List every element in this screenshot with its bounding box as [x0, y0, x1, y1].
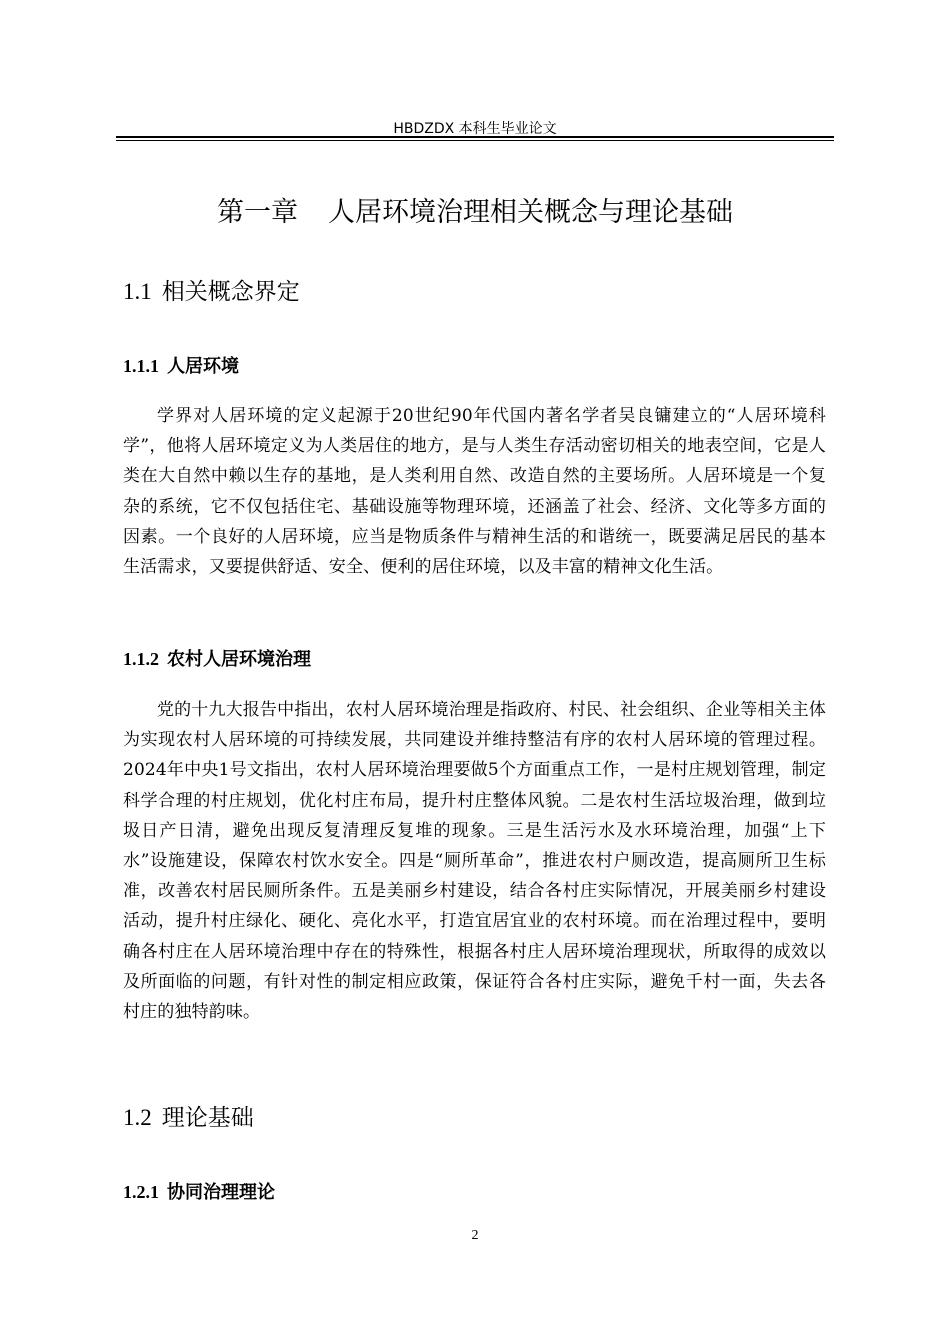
section-heading-1-2 — [123, 1099, 254, 1132]
chapter-title — [116, 190, 834, 229]
section-title: 理论基础 — [161, 1105, 254, 1131]
chapter-number: 第一章 — [217, 197, 298, 228]
subsection-title: 人居环境 — [167, 356, 239, 377]
subsection-number: 1.2.1 — [123, 1182, 159, 1202]
running-header: HBDZDX 本科生毕业论文 — [393, 121, 557, 137]
chapter-name: 人居环境治理相关概念与理论基础 — [328, 197, 733, 228]
subsection-number: 1.1.1 — [123, 356, 159, 376]
subsection-heading-1-2-1 — [123, 1178, 275, 1204]
section-title: 相关概念界定 — [161, 279, 300, 305]
subsection-heading-1-1-2 — [123, 645, 311, 671]
subsection-title: 农村人居环境治理 — [167, 649, 311, 670]
header-rule-thick — [116, 136, 834, 138]
header-rule-thin — [116, 140, 834, 141]
section-heading-1-1 — [123, 273, 300, 306]
subsection-title: 协同治理理论 — [167, 1182, 275, 1203]
section-number: 1.2 — [123, 1105, 152, 1130]
page-number: 2 — [471, 1228, 479, 1243]
body-paragraph: 学界对人居环境的定义起源于20世纪90年代国内著名学者吴良镛建立的“人居环境科学”，他将人居环境定义为人类居住的地方，是与人类生存活动密切相关的地表空间，它是人类在大自然中赖以生存的基地，是人类利用自然、改造自然的主要场所。人居环境是一个复杂的系统，它不仅包括住宅、基础设施等物理环境，还涵盖了社会、经济、文化等多方面的因素。一个良好的人居环境，应当是物质条件与精神生活的和谐统一，既要满足居民的基本生活需求，又要提供舒适、安全、便利的居住环境，以及丰富的精神文化生活。 — [123, 406, 826, 578]
section-number: 1.1 — [123, 279, 152, 304]
subsection-heading-1-1-1 — [123, 352, 239, 378]
subsection-number: 1.1.2 — [123, 649, 159, 669]
body-paragraph: 党的十九大报告中指出，农村人居环境治理是指政府、村民、社会组织、企业等相关主体为实现农村人居环境的可持续发展，共同建设并维持整洁有序的农村人居环境的管理过程。2024年中央1号文指出，农村人居环境治理要做5个方面重点工作，一是村庄规划管理，制定科学合理的村庄规划，优化村庄布局，提升村庄整体风貌。二是农村生活垃圾治理，做到垃圾日产日清，避免出现反复清理反复堆的现象。三是生活污水及水环境治理，加强“上下水”设施建设，保障农村饮水安全。四是“厕所革命”，推进农村户厕改造，提高厕所卫生标准，改善农村居民厕所条件。五是美丽乡村建设，结合各村庄实际情况，开展美丽乡村建设活动，提升村庄绿化、硬化、亮化水平，打造宜居宜业的农村环境。而在治理过程中，要明确各村庄在人居环境治理中存在的特殊性，根据各村庄人居环境治理现状，所取得的成效以及所面临的问题，有针对性的制定相应政策，保证符合各村庄实际，避免千村一面，失去各村庄的独特韵味。 — [123, 700, 826, 1023]
